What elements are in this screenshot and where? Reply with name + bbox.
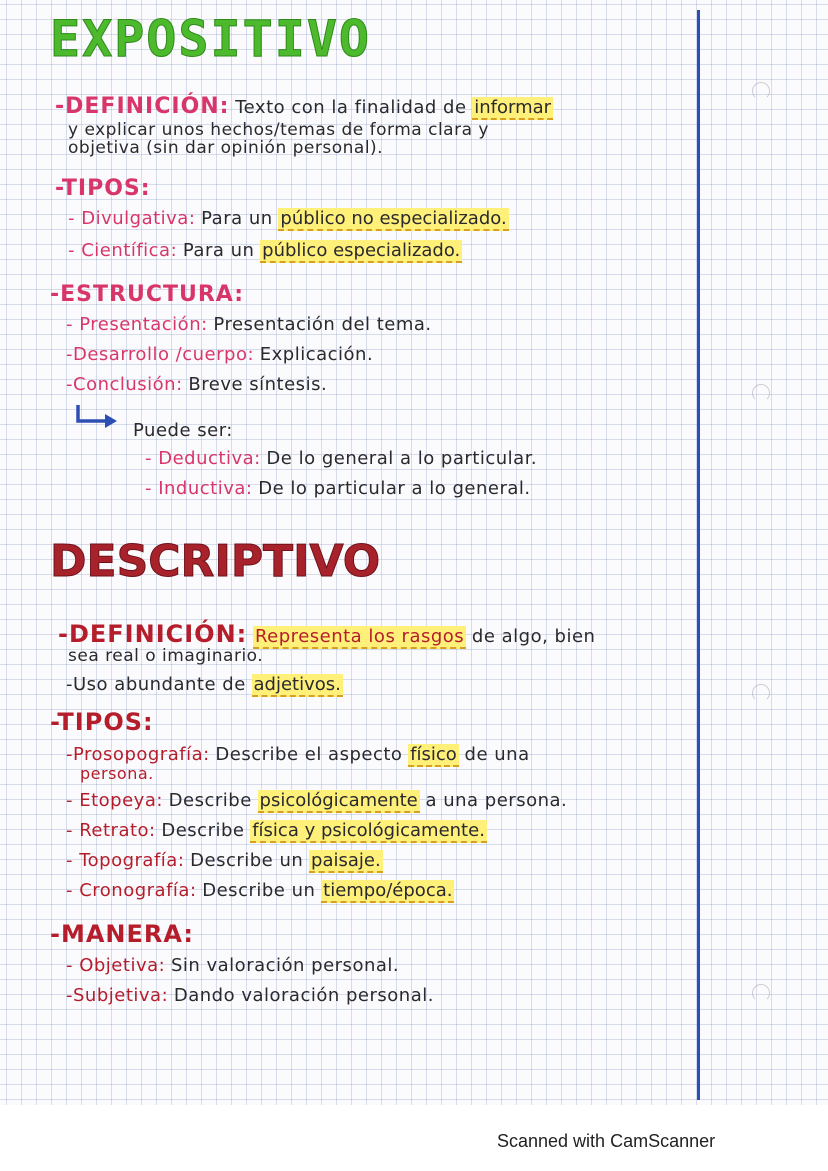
tipo-item: - Etopeya: Describe psicológicamente a una persona. (66, 790, 568, 811)
tipo-item: - Cronografía: Describe un tiempo/época. (66, 880, 453, 901)
tipo-item: - Divulgativa: Para un público no especializado. (68, 208, 507, 229)
expositivo-definition-line3: objetiva (sin dar opinión personal). (68, 138, 384, 158)
arrow-right-icon (75, 403, 125, 429)
manera-heading: -MANERA: (50, 920, 194, 948)
puede-ser-label: Puede ser: (133, 420, 233, 441)
tipos-heading: -TIPOS: (50, 708, 154, 736)
estructura-heading: -ESTRUCTURA: (50, 282, 245, 307)
binder-ring-icon (752, 384, 770, 402)
definition-label: -DEFINICIÓN: (58, 620, 248, 648)
tipo-item: - Topografía: Describe un paisaje. (66, 850, 381, 871)
tipo-item: - Científica: Para un público especializado. (68, 240, 461, 261)
manera-item: -Subjetiva: Dando valoración personal. (66, 985, 434, 1006)
estructura-item: - Presentación: Presentación del tema. (66, 314, 432, 335)
uso-item: -Uso abundante de adjetivos. (66, 674, 341, 695)
subtipo-item: - Inductiva: De lo particular a lo general. (145, 478, 531, 499)
descriptivo-title: DESCRIPTIVO (50, 536, 381, 587)
estructura-item: -Desarrollo /cuerpo: Explicación. (66, 344, 374, 365)
expositivo-definition-line1: -DEFINICIÓN: Texto con la finalidad de informar (55, 94, 552, 119)
descriptivo-definition-line2: sea real o imaginario. (68, 646, 264, 666)
margin-line (697, 10, 700, 1100)
tipo-item-continuation: persona. (80, 764, 154, 783)
tipo-item: -Prosopografía: Describe el aspecto físico de una (66, 744, 530, 765)
scanner-watermark: Scanned with CamScanner (497, 1131, 716, 1151)
estructura-item: -Conclusión: Breve síntesis. (66, 374, 328, 395)
descriptivo-definition-line1: -DEFINICIÓN: Representa los rasgos de algo, bien (58, 620, 596, 648)
binder-ring-icon (752, 684, 770, 702)
expositivo-title: EXPOSITIVO (50, 10, 372, 68)
manera-item: - Objetiva: Sin valoración personal. (66, 955, 400, 976)
binder-ring-icon (752, 984, 770, 1002)
binder-ring-icon (752, 82, 770, 100)
tipos-heading: -TIPOS: (55, 176, 151, 201)
tipo-item: - Retrato: Describe física y psicológicamente. (66, 820, 485, 841)
expositivo-definition-line2: y explicar unos hechos/temas de forma clara y (68, 120, 489, 140)
subtipo-item: - Deductiva: De lo general a lo particular. (145, 448, 538, 469)
definition-label: -DEFINICIÓN: (55, 94, 230, 119)
